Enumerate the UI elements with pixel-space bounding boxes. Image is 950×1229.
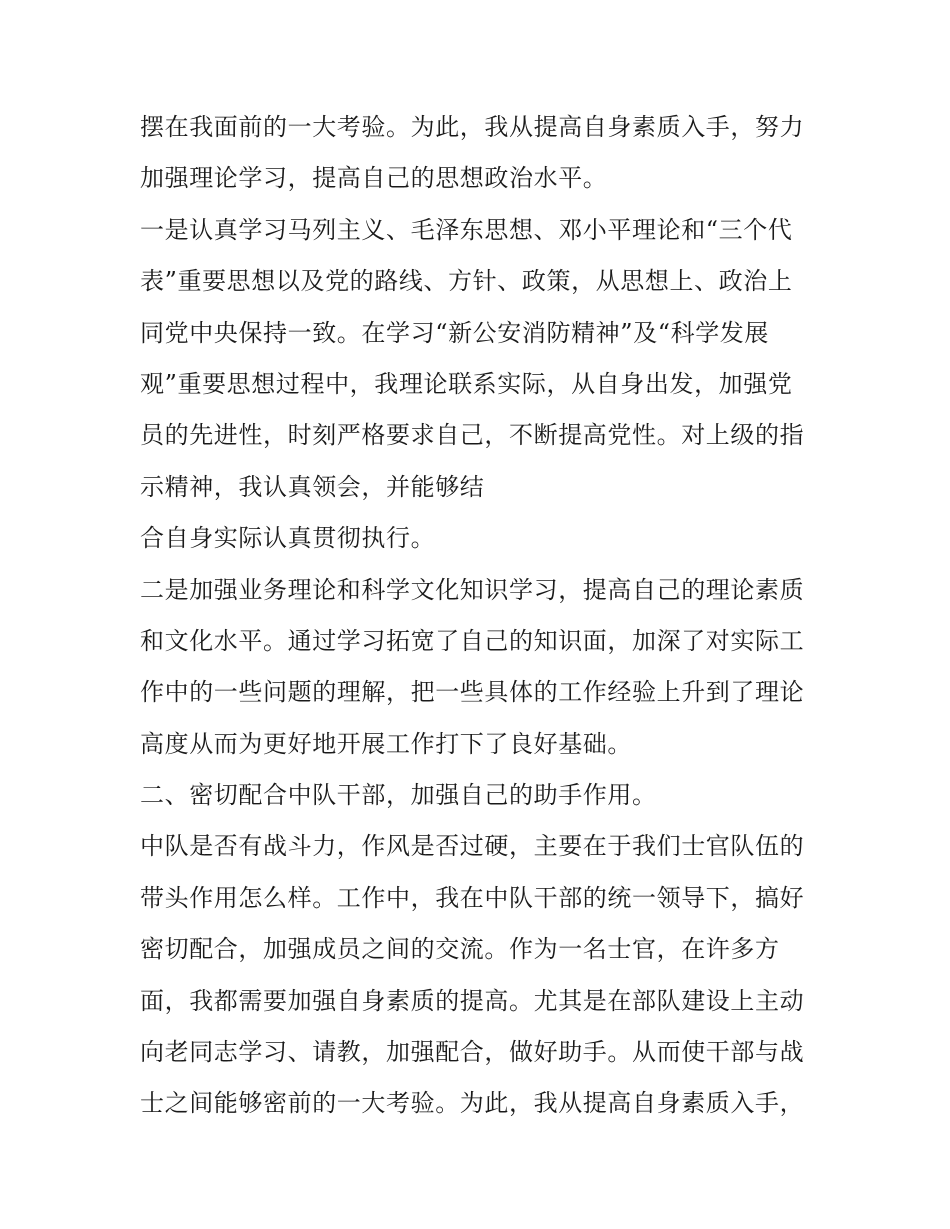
body-text [140,102,820,1130]
text-line: 员的先进性，时刻严格要求自己，不断提高党性。对上级的指 [140,421,805,450]
text-line: 表”重要思想以及党的路线、方针、政策，从思想上、政治上 [140,267,793,296]
text-line: 示精神，我认真领会，并能够结 [140,472,485,501]
text-line: 向老同志学习、请教，加强配合，做好助手。从而使干部与战 [140,1038,805,1067]
text-line: 同党中央保持一致。在学习“新公安消防精神”及“科学发展 [140,318,770,347]
text-line: 面，我都需要加强自身素质的提高。尤其是在部队建设上主动 [140,986,805,1015]
text-line: 摆在我面前的一大考验。为此，我从提高自身素质入手，努力 [140,113,805,141]
text-line: 合自身实际认真贯彻执行。 [140,524,436,553]
text-line: 高度从而为更好地开展工作打下了良好基础。 [140,729,632,758]
section-heading: 二、密切配合中队干部，加强自己的助手作用。 [140,781,657,810]
text-line: 密切配合，加强成员之间的交流。作为一名士官，在许多方 [140,935,780,964]
text-line: 作中的一些问题的理解，把一些具体的工作经验上升到了理论 [140,678,805,707]
text-line: 二是加强业务理论和科学文化知识学习，提高自己的理论素质 [140,575,805,604]
text-line: 观”重要思想过程中，我理论联系实际，从自身出发，加强党 [140,369,793,398]
text-line: 加强理论学习，提高自己的思想政治水平。 [140,164,608,193]
text-line: 中队是否有战斗力，作风是否过硬，主要在于我们士官队伍的 [140,832,805,861]
text-line: 和文化水平。通过学习拓宽了自己的知识面，加深了对实际工 [140,626,805,655]
text-line: 一是认真学习马列主义、毛泽东思想、邓小平理论和“三个代 [140,215,793,244]
text-line: 士之间能够密前的一大考验。为此，我从提高自身素质入手， [140,1089,805,1118]
text-line: 带头作用怎么样。工作中，我在中队干部的统一领导下，搞好 [140,883,805,912]
